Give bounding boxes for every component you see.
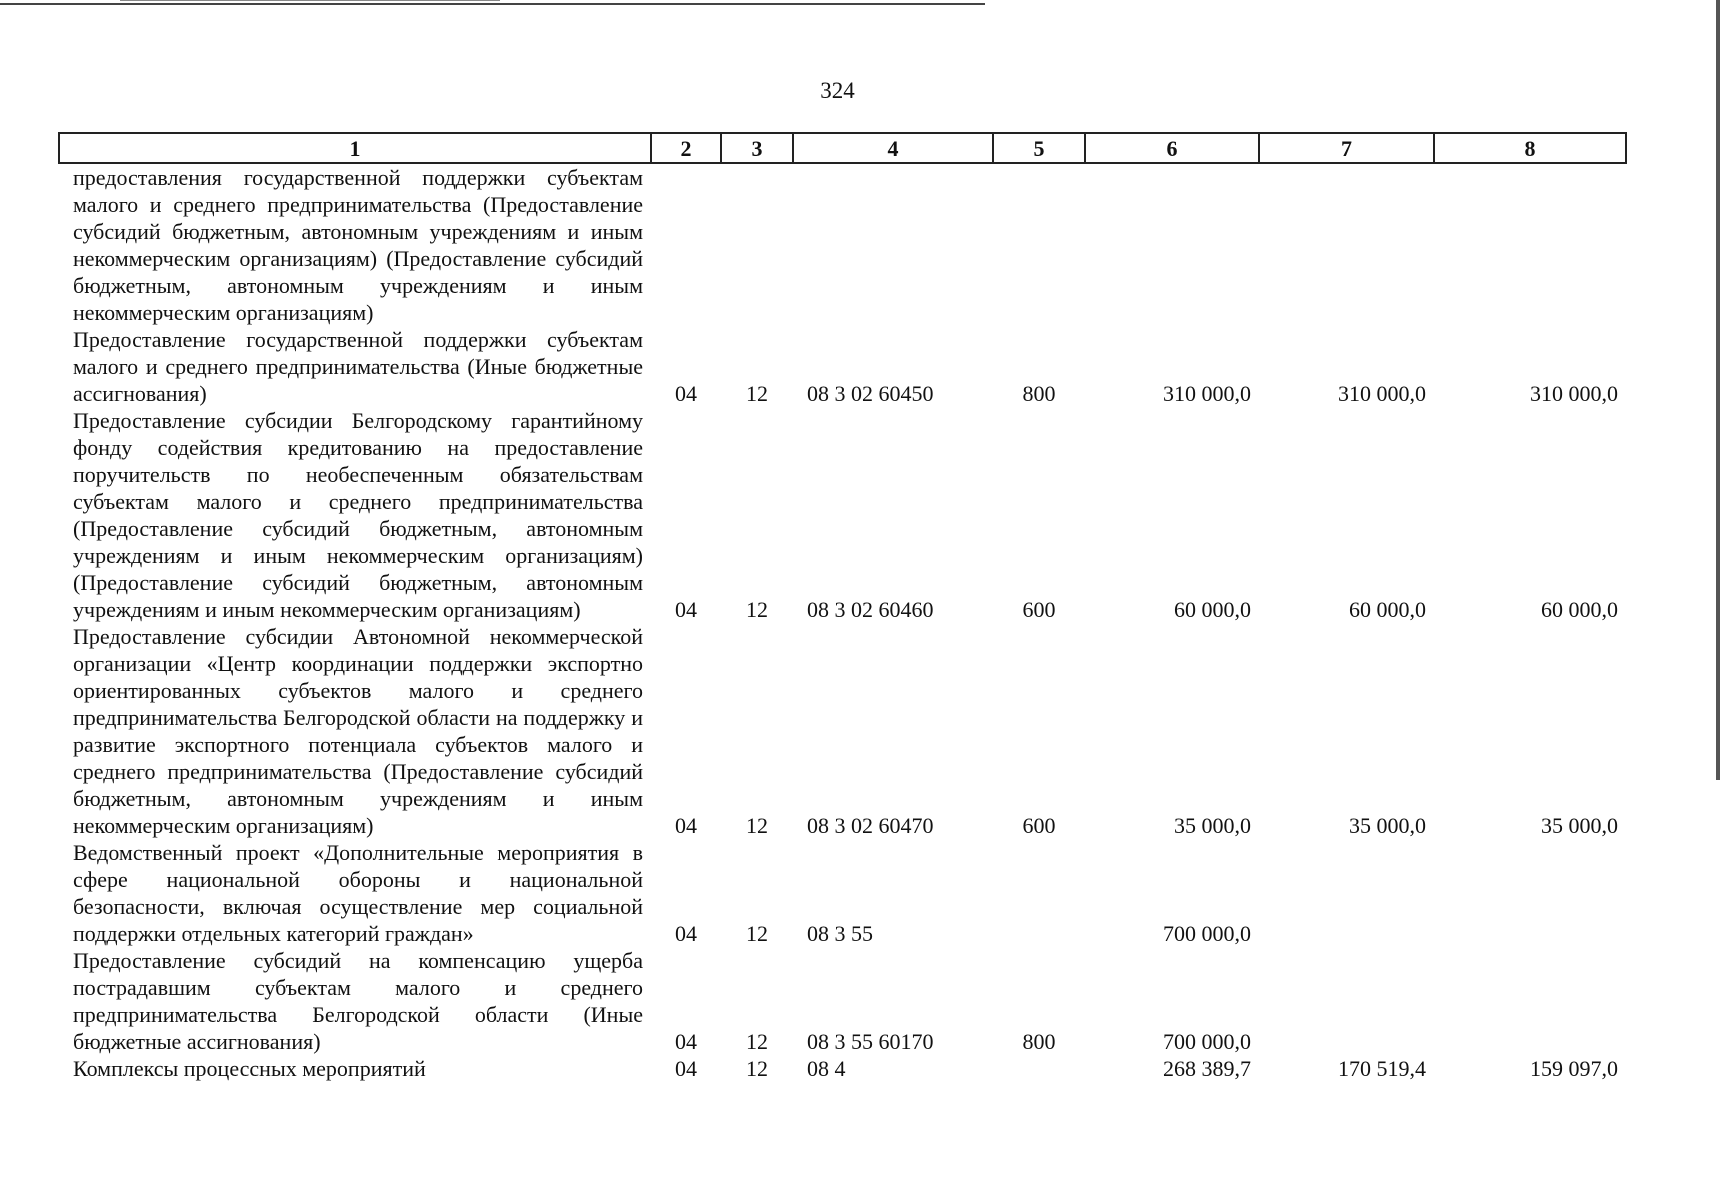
- top-edge-rule-secondary: [120, 0, 500, 1]
- row-description: Ведомственный проект «Дополнительные мероприятия в сфере национальной обороны и национальной безопасности, включая осуществление мер социальной поддержки отдельных категорий граждан»: [73, 840, 643, 946]
- row-section: 04: [675, 921, 697, 946]
- row-expense-type: 600: [1022, 597, 1056, 622]
- row-section: 04: [675, 1056, 697, 1081]
- header-col-2: 2: [651, 133, 721, 163]
- row-sum-6: 310 000,0: [1163, 381, 1251, 406]
- row-sum-6: 700 000,0: [1163, 1029, 1251, 1054]
- row-sum-8: [1434, 947, 1626, 1055]
- row-sum-6: [1085, 163, 1259, 326]
- row-expense-type: 800: [1022, 1029, 1056, 1054]
- row-description: Комплексы процессных мероприятий: [73, 1056, 426, 1081]
- header-col-6: 6: [1085, 133, 1259, 163]
- budget-table: [58, 132, 1627, 1082]
- row-sum-7: [1259, 947, 1434, 1055]
- row-sum-7: [1259, 839, 1434, 947]
- row-sum-8: 159 097,0: [1530, 1056, 1618, 1081]
- row-subsection: 12: [746, 1056, 768, 1081]
- row-sum-7: 170 519,4: [1338, 1056, 1426, 1081]
- row-subsection: 12: [746, 1029, 768, 1054]
- row-sum-8: 60 000,0: [1541, 597, 1618, 622]
- row-description: Предоставление государственной поддержки субъектам малого и среднего предпринимательства (Иные бюджетные ассигнования): [73, 327, 643, 406]
- row-target-code: 08 3 02 60460: [807, 597, 934, 622]
- row-description: Предоставление субсидии Белгородскому гарантийному фонду содействия кредитованию на предоставление поручительств по необеспеченным обязательствам субъектам малого и среднего предпринимательства (Предоставление субсидий бюджетным, автономным учреждениям и иным некоммерческим организациям) (Предоставление субсидий бюджетным, автономным учреждениям и иным некоммерческим организациям): [73, 408, 643, 622]
- row-sum-8: 35 000,0: [1541, 813, 1618, 838]
- row-sum-7: 310 000,0: [1338, 381, 1426, 406]
- header-col-4: 4: [793, 133, 993, 163]
- row-sum-7: [1259, 163, 1434, 326]
- header-col-3: 3: [721, 133, 793, 163]
- row-target-code: 08 3 55 60170: [807, 1029, 934, 1054]
- top-edge-rule: [0, 3, 985, 5]
- row-sum-6: 700 000,0: [1163, 921, 1251, 946]
- row-description: предоставления государственной поддержки субъектам малого и среднего предпринимательства (Предоставление субсидий бюджетным, автономным учреждениям и иным некоммерческим организациям) (Предоставление субсидий бюджетным, автономным учреждениям и иным некоммерческим организациям): [73, 165, 643, 325]
- row-expense-type: 600: [1022, 813, 1056, 838]
- row-sum-7: 60 000,0: [1349, 597, 1426, 622]
- row-section: 04: [675, 381, 697, 406]
- header-col-1: 1: [59, 133, 651, 163]
- row-section: 04: [675, 1029, 697, 1054]
- row-sum-8: [1434, 839, 1626, 947]
- row-sum-6: 60 000,0: [1174, 597, 1251, 622]
- row-section: 04: [675, 813, 697, 838]
- row-expense-type: [993, 1055, 1085, 1082]
- table-row: [59, 947, 1626, 1055]
- table-row: [59, 407, 1626, 623]
- right-edge-shadow: [1716, 0, 1720, 780]
- page-number: 324: [820, 78, 855, 103]
- table-row: [59, 326, 1626, 407]
- row-sum-7: 35 000,0: [1349, 813, 1426, 838]
- row-subsection: 12: [746, 381, 768, 406]
- row-subsection: 12: [746, 921, 768, 946]
- header-col-8: 8: [1434, 133, 1626, 163]
- row-sum-6: 268 389,7: [1163, 1056, 1251, 1081]
- row-sum-6: 35 000,0: [1174, 813, 1251, 838]
- table-row: [59, 623, 1626, 839]
- row-expense-type: [993, 163, 1085, 326]
- row-target-code: [793, 163, 993, 326]
- table-row: [59, 1055, 1626, 1082]
- header-col-5: 5: [993, 133, 1085, 163]
- header-col-7: 7: [1259, 133, 1434, 163]
- table-row: [59, 163, 1626, 326]
- row-expense-type: [993, 839, 1085, 947]
- row-sum-8: [1434, 163, 1626, 326]
- row-subsection: 12: [746, 597, 768, 622]
- table-row: [59, 839, 1626, 947]
- row-section: 04: [675, 597, 697, 622]
- row-expense-type: 800: [1022, 381, 1056, 406]
- row-sum-8: 310 000,0: [1530, 381, 1618, 406]
- row-target-code: 08 3 02 60450: [807, 381, 934, 406]
- header-row: [59, 133, 1626, 163]
- row-description: Предоставление субсидии Автономной некоммерческой организации «Центр координации поддержки экспортно ориентированных субъектов малого и среднего предпринимательства Белгородской области на поддержку и развитие экспортного потенциала субъектов малого и среднего предпринимательства (Предоставление субсидий бюджетным, автономным учреждениям и иным некоммерческим организациям): [73, 624, 643, 838]
- row-subsection: [721, 163, 793, 326]
- row-target-code: 08 4: [807, 1056, 846, 1081]
- row-target-code: 08 3 02 60470: [807, 813, 934, 838]
- row-section: [651, 163, 721, 326]
- row-target-code: 08 3 55: [807, 921, 873, 946]
- row-description: Предоставление субсидий на компенсацию ущерба пострадавшим субъектам малого и среднего предпринимательства Белгородской области (Иные бюджетные ассигнования): [73, 948, 643, 1054]
- row-subsection: 12: [746, 813, 768, 838]
